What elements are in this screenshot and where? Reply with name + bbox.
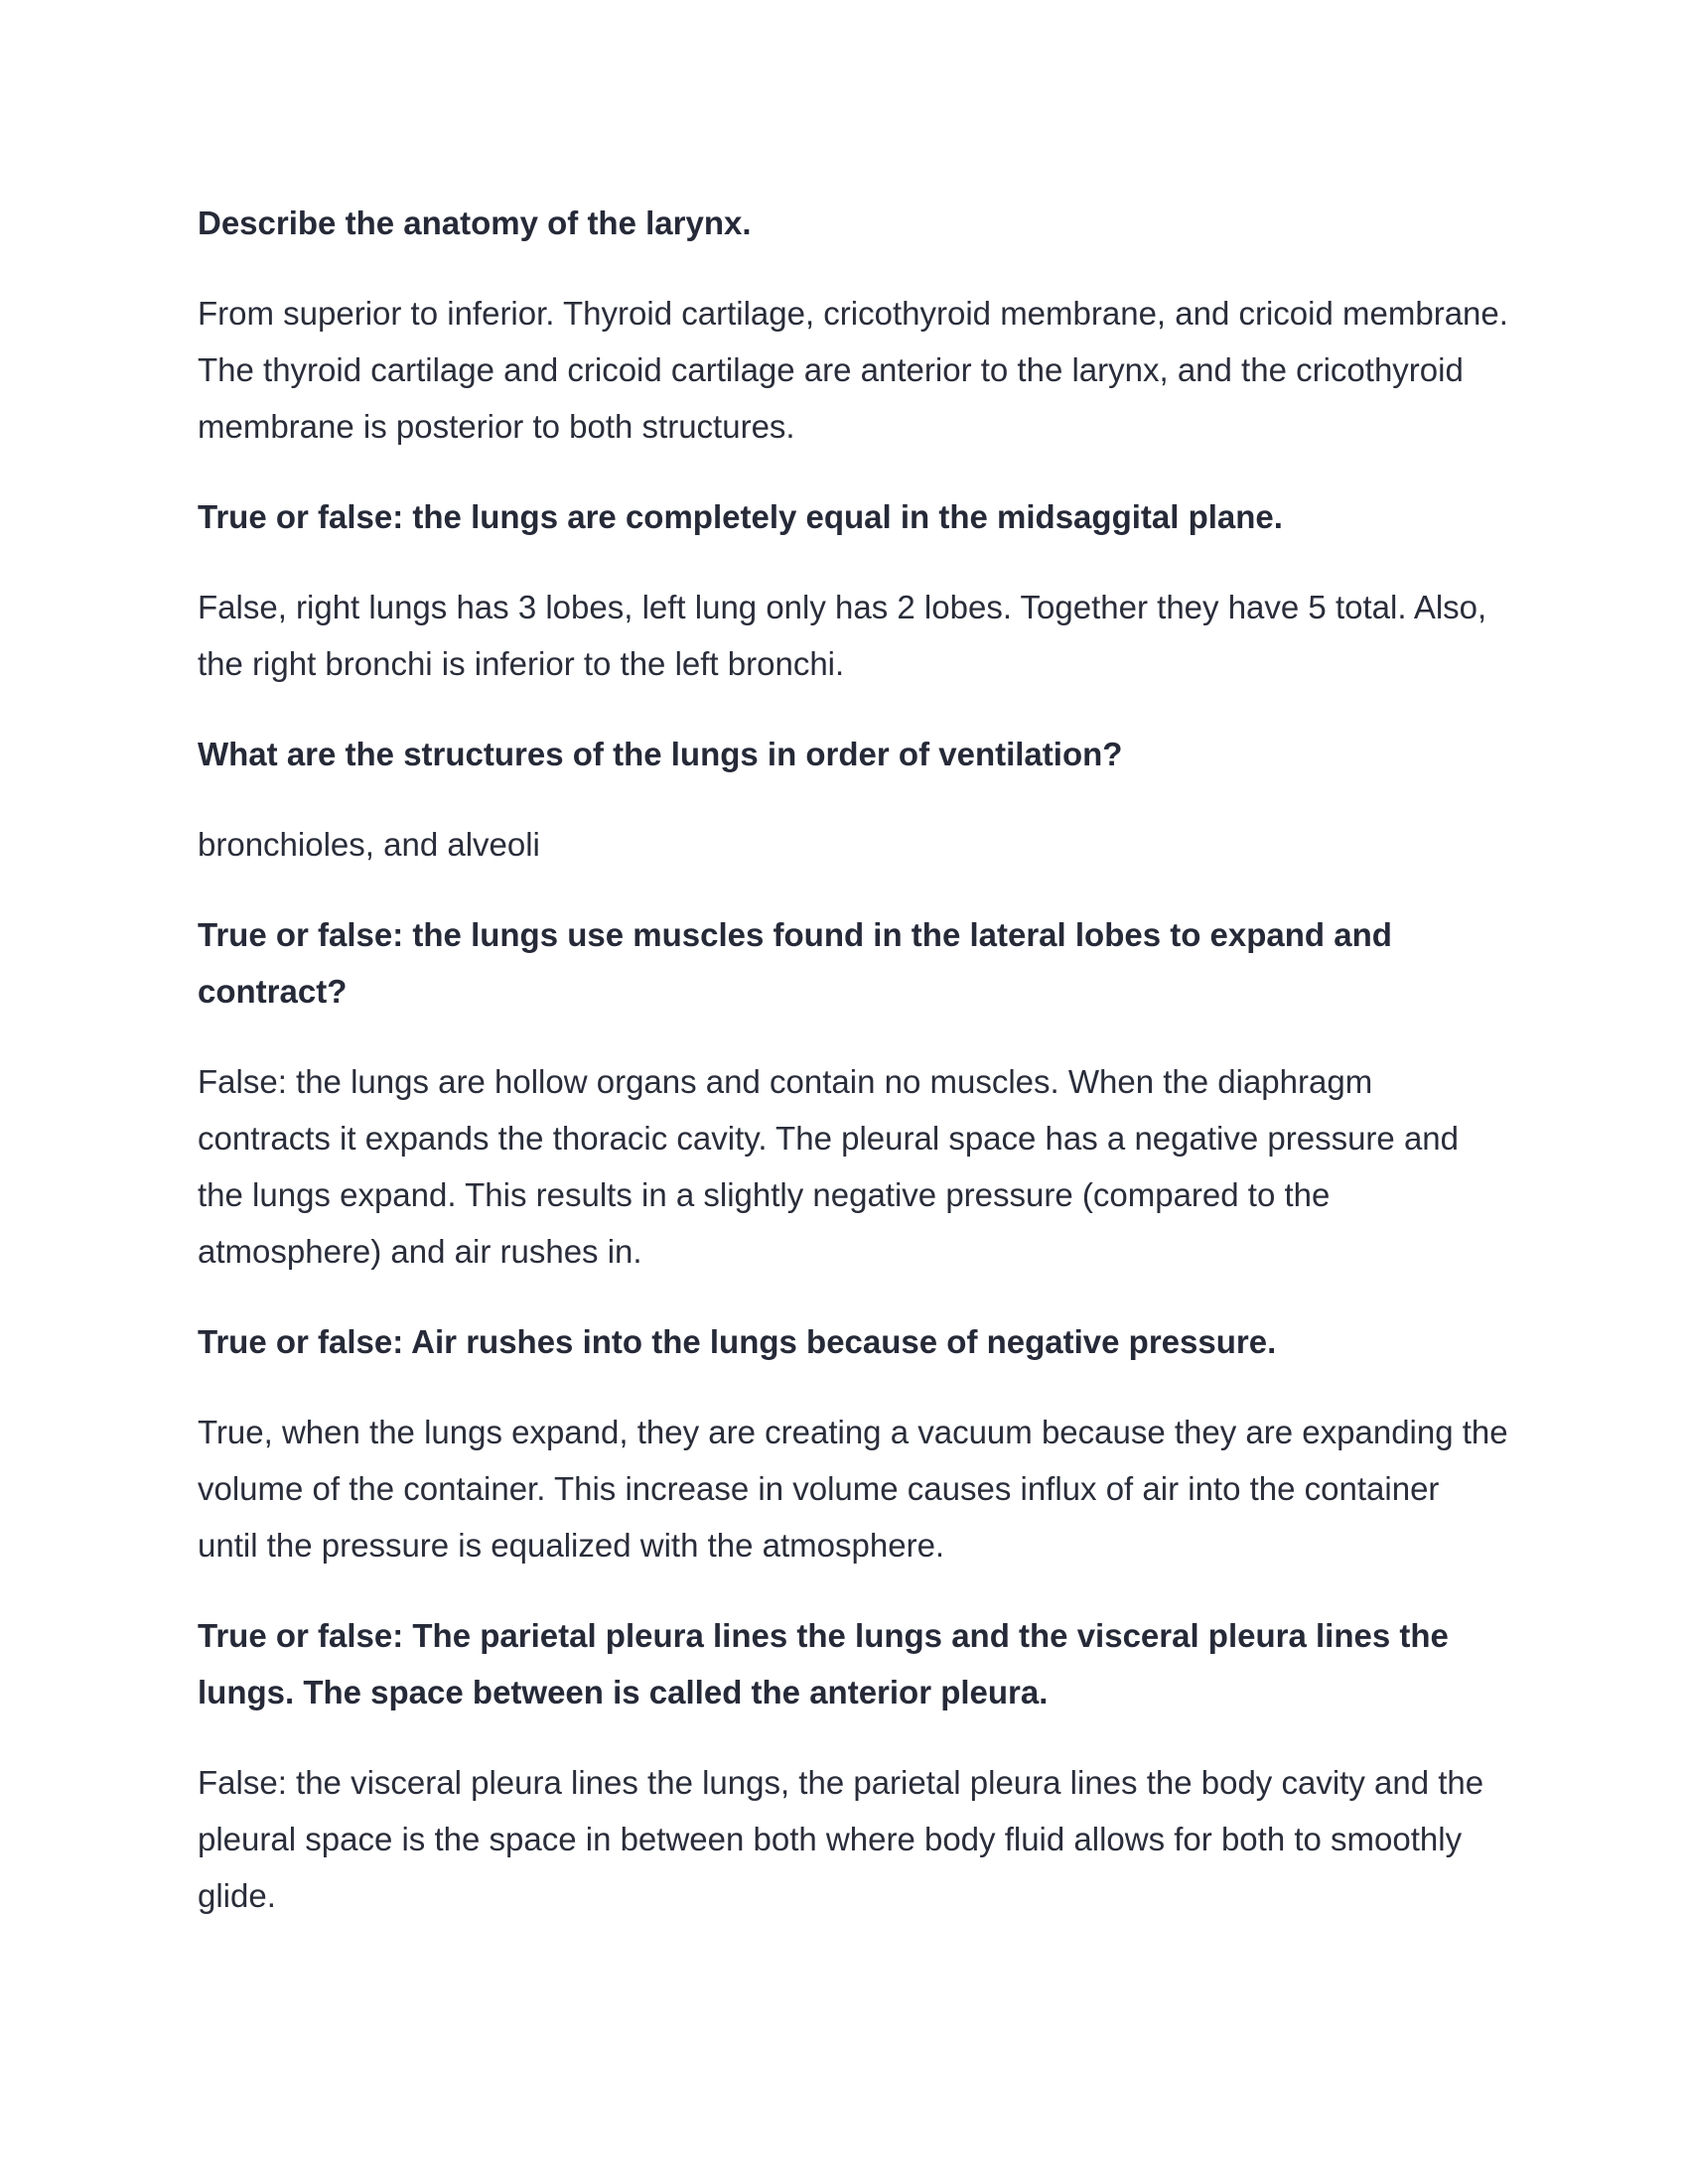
question-3: What are the structures of the lungs in order of ventilation? <box>198 736 1123 772</box>
answer-2: False, right lungs has 3 lobes, left lung only has 2 lobes. Together they have 5 total. Also, the right bronchi is inferior to the left bronchi. <box>198 589 1487 682</box>
answer-4: False: the lungs are hollow organs and contain no muscles. When the diaphragm contracts it expands the thoracic cavity. The pleural space has a negative pressure and the lungs expand. This results in a slightly negative pressure (compared to the atmosphere) and air rushes in. <box>198 1063 1460 1270</box>
qa-block-3 <box>198 726 1508 873</box>
answer-3: bronchioles, and alveoli <box>198 826 540 863</box>
qa-block-2 <box>198 488 1508 692</box>
qa-block-5 <box>198 1313 1508 1573</box>
answer-6: False: the visceral pleura lines the lungs, the parietal pleura lines the body cavity and the pleural space is the space in between both where body fluid allows for both to smoothly glide. <box>198 1764 1484 1914</box>
answer-1: From superior to inferior. Thyroid cartilage, cricothyroid membrane, and cricoid membrane. The thyroid cartilage and cricoid cartilage are anterior to the larynx, and the cricothyroid membrane is posterior to both structures. <box>198 295 1508 445</box>
question-1: Describe the anatomy of the larynx. <box>198 205 752 241</box>
qa-block-1 <box>198 195 1508 455</box>
question-2: True or false: the lungs are completely equal in the midsaggital plane. <box>198 498 1283 535</box>
question-5: True or false: Air rushes into the lungs because of negative pressure. <box>198 1323 1277 1360</box>
document-page <box>198 195 1508 1958</box>
qa-block-4 <box>198 906 1508 1280</box>
question-6: True or false: The parietal pleura lines the lungs and the visceral pleura lines the lungs. The space between is called the anterior pleura. <box>198 1617 1449 1710</box>
qa-block-6 <box>198 1607 1508 1924</box>
answer-5: True, when the lungs expand, they are creating a vacuum because they are expanding the volume of the container. This increase in volume causes influx of air into the container until the pressure is equalized with the atmosphere. <box>198 1414 1508 1564</box>
question-4: True or false: the lungs use muscles found in the lateral lobes to expand and contract? <box>198 916 1392 1010</box>
